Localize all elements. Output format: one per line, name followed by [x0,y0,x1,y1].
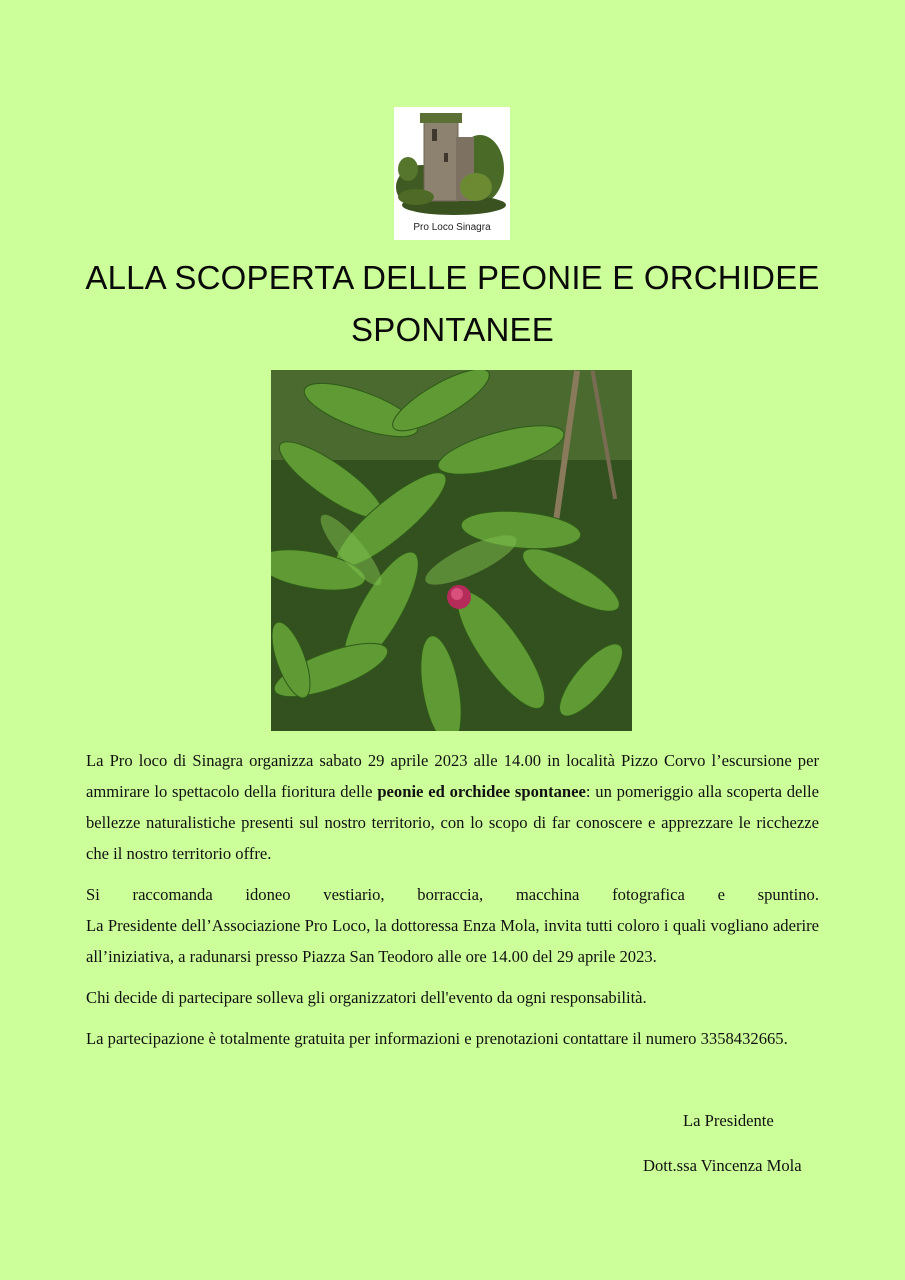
paragraph-1-bold: peonie ed orchidee spontanee [377,782,586,801]
page-title [40,252,865,356]
announcement-body [86,745,819,1064]
tower-icon [394,107,510,219]
paragraph-2-line-2: La Presidente dell’Associazione Pro Loco, la dottoressa Enza Mola, invita tutti coloro i quali vogliano aderire all’iniziativa, a radunarsi presso Piazza San Teodoro alle ore 14.00 del 29 aprile 2023. [86,916,819,966]
logo-caption: Pro Loco Sinagra [413,222,491,233]
paragraph-1-text-end: : un pomeriggio alla scoperta delle bellezze naturalistiche presenti sul nostro territorio, con lo scopo di far conoscere e apprezzare le ricchezze che il nostro territorio offre. [86,782,819,863]
paragraph-3: Chi decide di partecipare solleva gli organizzatori dell'evento da ogni responsabilità. [86,988,647,1007]
title-line-2: SPONTANEE [351,311,554,348]
paragraph-4: La partecipazione è totalmente gratuita per informazioni e prenotazioni contattare il numero 3358432665. [86,1029,788,1048]
signature-name: Dott.ssa Vincenza Mola [643,1156,802,1175]
peony-photo [271,370,632,731]
paragraph-2-line-1: Si raccomanda idoneo vestiario, borraccia, macchina fotografica e spuntino. [86,885,819,904]
paragraph-1-text: La Pro loco di Sinagra organizza sabato 29 aprile 2023 alle 14.00 in località Pizzo Corvo l’escursione per ammirare lo spettacolo della fioritura delle [86,751,819,801]
title-line-1: ALLA SCOPERTA DELLE PEONIE E ORCHIDEE [85,259,820,296]
signature-role: La Presidente [683,1111,774,1130]
peony-plant-image [271,370,632,731]
paragraph-2 [86,879,819,972]
paragraph-1 [86,745,819,869]
pro-loco-logo [394,107,510,240]
